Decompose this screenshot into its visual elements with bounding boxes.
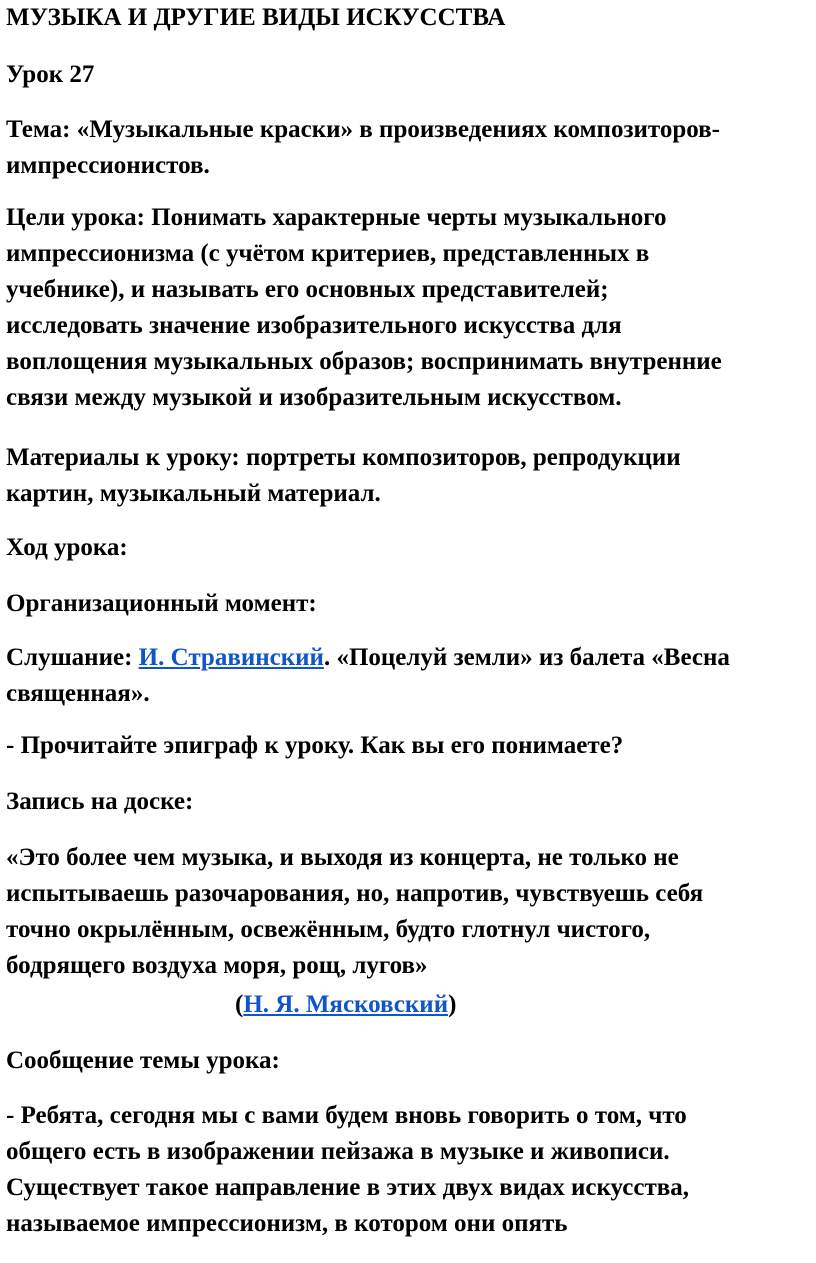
topic-message: Сообщение темы урока:: [6, 1047, 280, 1074]
epigraph-quote: «Это более чем музыка, и выходя из концерта, не только не испытываешь разочарования, но, напротив, чувствуешь себя точно окрылённым, освежённым, будто глотнул чистого, бодрящего воздуха моря, рощ, лугов»: [6, 844, 704, 979]
document-heading: МУЗЫКА И ДРУГИЕ ВИДЫ ИСКУССТВА: [6, 4, 506, 31]
lesson-course: Ход урока:: [6, 534, 128, 561]
lesson-topic: Тема: «Музыкальные краски» в произведениях композиторов- импрессионистов.: [6, 116, 720, 179]
stravinsky-link[interactable]: И. Стравинский: [138, 644, 324, 671]
lesson-goals: Цели урока: Понимать характерные черты музыкального импрессионизма (с учётом критериев, представленных в учебнике), и называть его основных представителей; исследовать значение изобразительного искусства для воплощения музыкальных образов; воспринимать внутренние связи между музыкой и изобразительным искусством.: [6, 204, 722, 411]
board-label: Запись на доске:: [6, 788, 194, 815]
attribution-line: (Н. Я. Мясковский): [235, 991, 457, 1018]
lesson-number: Урок 27: [6, 61, 95, 88]
quote-attribution: [235, 987, 456, 1023]
organizational-moment: Организационный момент:: [6, 590, 317, 617]
myaskovsky-link[interactable]: Н. Я. Мясковский: [243, 991, 449, 1018]
epigraph-question: - Прочитайте эпиграф к уроку. Как вы его понимаете?: [6, 732, 624, 759]
lesson-materials: Материалы к уроку: портреты композиторов, репродукции картин, музыкальный материал.: [6, 444, 681, 507]
listening-line: Слушание: И. Стравинский. «Поцелуй земли» из балета «Весна: [6, 644, 730, 671]
closing-paragraph: - Ребята, сегодня мы с вами будем вновь говорить о том, что общего есть в изображении пейзажа в музыке и живописи. Существует такое направление в этих двух видах искусства, называемое импрессионизм, в котором они опять: [6, 1102, 689, 1237]
listening: Слушание: И. Стравинский. «Поцелуй земли» из балета «Весна священная».: [6, 640, 730, 712]
